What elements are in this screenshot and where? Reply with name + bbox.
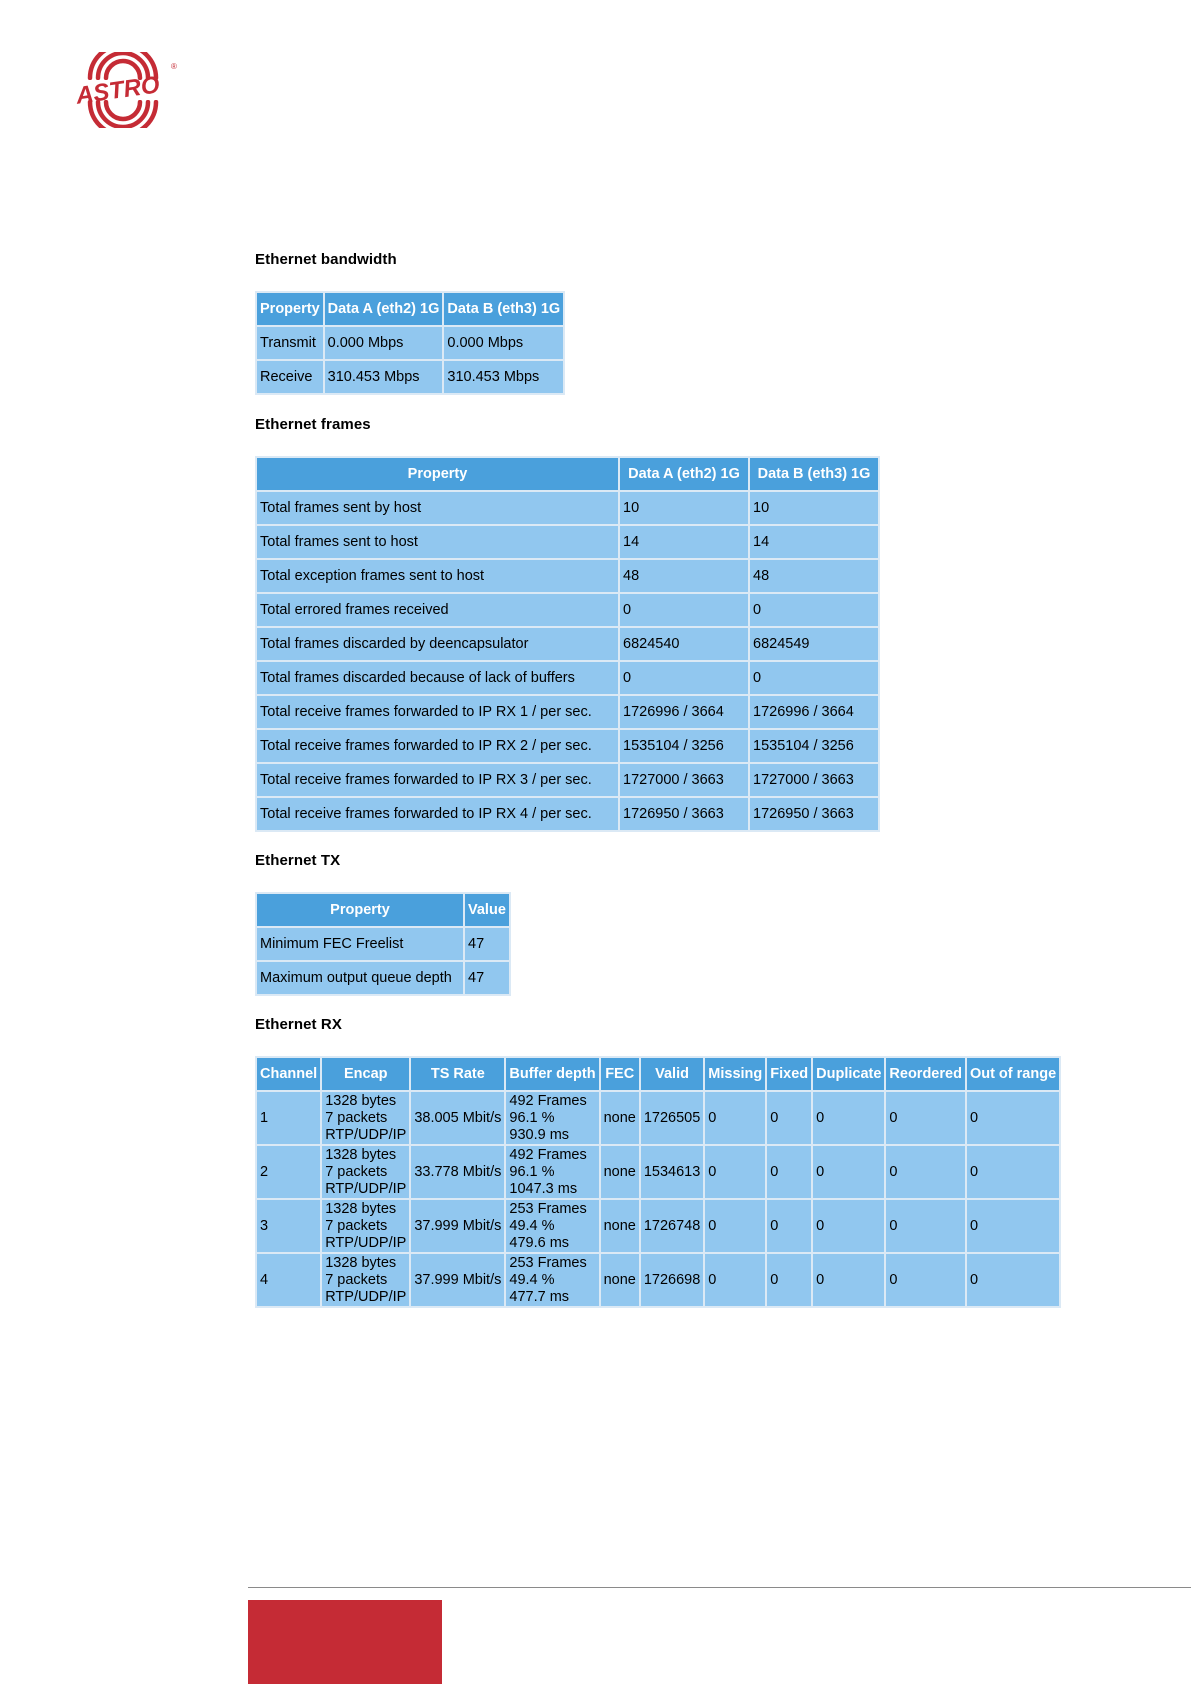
buffer-depth-cell: [506, 1254, 598, 1306]
rx-table: [255, 1056, 1061, 1308]
reordered-cell: 0: [886, 1092, 965, 1144]
buffer-percent: 49.4 %: [509, 1217, 555, 1234]
fixed-cell: 0: [767, 1146, 811, 1198]
buffer-percent: 49.4 %: [509, 1271, 555, 1288]
fec-cell: none: [601, 1254, 639, 1306]
buffer-frames: 492 Frames: [509, 1092, 587, 1109]
fec-cell: none: [601, 1146, 639, 1198]
table-cell: 1727000 / 3663: [620, 764, 748, 796]
table-cell: Total frames discarded by deencapsulator: [257, 628, 618, 660]
table-cell: 14: [750, 526, 878, 558]
column-header: Data A (eth2) 1G: [620, 458, 748, 490]
table-row: [257, 696, 878, 728]
buffer-depth-cell: [506, 1146, 598, 1198]
out-of-range-cell: 0: [967, 1092, 1059, 1144]
buffer-ms: 1047.3 ms: [509, 1180, 578, 1197]
table-cell: 0.000 Mbps: [444, 327, 563, 359]
buffer-depth-cell: [506, 1200, 598, 1252]
table-cell: 1726950 / 3663: [620, 798, 748, 830]
table-cell: 1535104 / 3256: [750, 730, 878, 762]
out-of-range-cell: 0: [967, 1254, 1059, 1306]
column-header: Data B (eth3) 1G: [750, 458, 878, 490]
buffer-frames: 492 Frames: [509, 1146, 587, 1163]
table-header-row: [257, 894, 509, 926]
valid-cell: 1726748: [641, 1200, 703, 1252]
buffer-percent: 96.1 %: [509, 1163, 555, 1180]
encap-cell: [322, 1200, 409, 1252]
ts-rate-cell: 37.999 Mbit/s: [411, 1254, 504, 1306]
encap-protocol: RTP/UDP/IP: [325, 1234, 407, 1251]
encap-packets: 7 packets: [325, 1163, 388, 1180]
table-cell: 0: [620, 594, 748, 626]
table-cell: Total receive frames forwarded to IP RX 3 / per sec.: [257, 764, 618, 796]
table-row: [257, 361, 563, 393]
encap-bytes: 1328 bytes: [325, 1200, 397, 1217]
section-title-rx: Ethernet RX: [255, 1016, 342, 1033]
table-row: [257, 560, 878, 592]
missing-cell: 0: [705, 1254, 765, 1306]
page-edge-marker: [1185, 0, 1191, 40]
encap-cell: [322, 1254, 409, 1306]
missing-cell: 0: [705, 1092, 765, 1144]
table-header-row: [257, 1058, 1059, 1090]
buffer-percent: 96.1 %: [509, 1109, 555, 1126]
encap-protocol: RTP/UDP/IP: [325, 1288, 407, 1305]
column-header: Out of range: [967, 1058, 1059, 1090]
buffer-depth-cell: [506, 1092, 598, 1144]
table-row: [257, 798, 878, 830]
encap-packets: 7 packets: [325, 1109, 388, 1126]
channel-cell: 1: [257, 1092, 320, 1144]
ts-rate-cell: 33.778 Mbit/s: [411, 1146, 504, 1198]
table-cell: 6824540: [620, 628, 748, 660]
duplicate-cell: 0: [813, 1254, 884, 1306]
table-row: [257, 928, 509, 960]
table-row: [257, 1146, 1059, 1198]
encap-cell: [322, 1146, 409, 1198]
table-row: [257, 526, 878, 558]
encap-protocol: RTP/UDP/IP: [325, 1126, 407, 1143]
column-header: Data B (eth3) 1G: [444, 293, 563, 325]
column-header: Property: [257, 458, 618, 490]
table-row: [257, 594, 878, 626]
table-row: [257, 1200, 1059, 1252]
channel-cell: 2: [257, 1146, 320, 1198]
column-header: Data A (eth2) 1G: [325, 293, 443, 325]
column-header: Property: [257, 894, 463, 926]
table-cell: Maximum output queue depth: [257, 962, 463, 994]
tx-table: [255, 892, 511, 996]
column-header: Duplicate: [813, 1058, 884, 1090]
table-cell: 1535104 / 3256: [620, 730, 748, 762]
section-title-bandwidth: Ethernet bandwidth: [255, 251, 397, 268]
encap-packets: 7 packets: [325, 1217, 388, 1234]
logo-wordmark: ASTRO: [74, 71, 162, 110]
table-cell: 14: [620, 526, 748, 558]
reordered-cell: 0: [886, 1200, 965, 1252]
fec-cell: none: [601, 1200, 639, 1252]
missing-cell: 0: [705, 1146, 765, 1198]
table-cell: 0: [750, 594, 878, 626]
table-cell: 6824549: [750, 628, 878, 660]
table-cell: 47: [465, 928, 509, 960]
table-cell: 48: [620, 560, 748, 592]
duplicate-cell: 0: [813, 1146, 884, 1198]
table-cell: Receive: [257, 361, 323, 393]
table-header-row: [257, 293, 563, 325]
column-header: Valid: [641, 1058, 703, 1090]
table-row: [257, 1254, 1059, 1306]
table-row: [257, 730, 878, 762]
table-cell: 47: [465, 962, 509, 994]
table-cell: Total receive frames forwarded to IP RX 1 / per sec.: [257, 696, 618, 728]
fec-cell: none: [601, 1092, 639, 1144]
ts-rate-cell: 38.005 Mbit/s: [411, 1092, 504, 1144]
duplicate-cell: 0: [813, 1092, 884, 1144]
table-cell: Total frames discarded because of lack of buffers: [257, 662, 618, 694]
channel-cell: 4: [257, 1254, 320, 1306]
table-row: [257, 492, 878, 524]
trademark-symbol: ®: [171, 62, 177, 71]
column-header: Fixed: [767, 1058, 811, 1090]
encap-protocol: RTP/UDP/IP: [325, 1180, 407, 1197]
table-cell: Transmit: [257, 327, 323, 359]
fixed-cell: 0: [767, 1092, 811, 1144]
buffer-ms: 479.6 ms: [509, 1234, 570, 1251]
channel-cell: 3: [257, 1200, 320, 1252]
ts-rate-cell: 37.999 Mbit/s: [411, 1200, 504, 1252]
table-cell: Total frames sent by host: [257, 492, 618, 524]
table-cell: 1726996 / 3664: [620, 696, 748, 728]
encap-bytes: 1328 bytes: [325, 1146, 397, 1163]
table-cell: 0: [620, 662, 748, 694]
section-title-frames: Ethernet frames: [255, 416, 371, 433]
buffer-ms: 477.7 ms: [509, 1288, 570, 1305]
footer-brand-block: [248, 1600, 442, 1684]
column-header: Encap: [322, 1058, 409, 1090]
table-cell: 1726950 / 3663: [750, 798, 878, 830]
table-cell: Total exception frames sent to host: [257, 560, 618, 592]
buffer-frames: 253 Frames: [509, 1254, 587, 1271]
fixed-cell: 0: [767, 1254, 811, 1306]
table-cell: Total frames sent to host: [257, 526, 618, 558]
column-header: Missing: [705, 1058, 765, 1090]
column-header: Reordered: [886, 1058, 965, 1090]
column-header: Buffer depth: [506, 1058, 598, 1090]
encap-cell: [322, 1092, 409, 1144]
table-cell: Minimum FEC Freelist: [257, 928, 463, 960]
table-cell: 48: [750, 560, 878, 592]
bandwidth-table: [255, 291, 565, 395]
column-header: Channel: [257, 1058, 320, 1090]
encap-packets: 7 packets: [325, 1271, 388, 1288]
table-row: [257, 628, 878, 660]
valid-cell: 1534613: [641, 1146, 703, 1198]
table-row: [257, 962, 509, 994]
frames-table: [255, 456, 880, 832]
out-of-range-cell: 0: [967, 1146, 1059, 1198]
table-cell: 310.453 Mbps: [325, 361, 443, 393]
section-title-tx: Ethernet TX: [255, 852, 341, 869]
fixed-cell: 0: [767, 1200, 811, 1252]
out-of-range-cell: 0: [967, 1200, 1059, 1252]
table-cell: 1726996 / 3664: [750, 696, 878, 728]
table-row: [257, 764, 878, 796]
column-header: FEC: [601, 1058, 639, 1090]
table-cell: 0: [750, 662, 878, 694]
reordered-cell: 0: [886, 1146, 965, 1198]
reordered-cell: 0: [886, 1254, 965, 1306]
column-header: TS Rate: [411, 1058, 504, 1090]
table-cell: 10: [750, 492, 878, 524]
table-cell: 310.453 Mbps: [444, 361, 563, 393]
table-header-row: [257, 458, 878, 490]
encap-bytes: 1328 bytes: [325, 1254, 397, 1271]
valid-cell: 1726505: [641, 1092, 703, 1144]
duplicate-cell: 0: [813, 1200, 884, 1252]
table-cell: Total errored frames received: [257, 594, 618, 626]
buffer-frames: 253 Frames: [509, 1200, 587, 1217]
table-cell: Total receive frames forwarded to IP RX 4 / per sec.: [257, 798, 618, 830]
table-cell: 1727000 / 3663: [750, 764, 878, 796]
missing-cell: 0: [705, 1200, 765, 1252]
table-row: [257, 662, 878, 694]
column-header: Property: [257, 293, 323, 325]
table-cell: Total receive frames forwarded to IP RX 2 / per sec.: [257, 730, 618, 762]
table-row: [257, 1092, 1059, 1144]
table-row: [257, 327, 563, 359]
table-cell: 0.000 Mbps: [325, 327, 443, 359]
buffer-ms: 930.9 ms: [509, 1126, 570, 1143]
astro-logo: [68, 52, 178, 128]
footer-divider: [248, 1587, 1191, 1588]
valid-cell: 1726698: [641, 1254, 703, 1306]
table-cell: 10: [620, 492, 748, 524]
column-header: Value: [465, 894, 509, 926]
encap-bytes: 1328 bytes: [325, 1092, 397, 1109]
